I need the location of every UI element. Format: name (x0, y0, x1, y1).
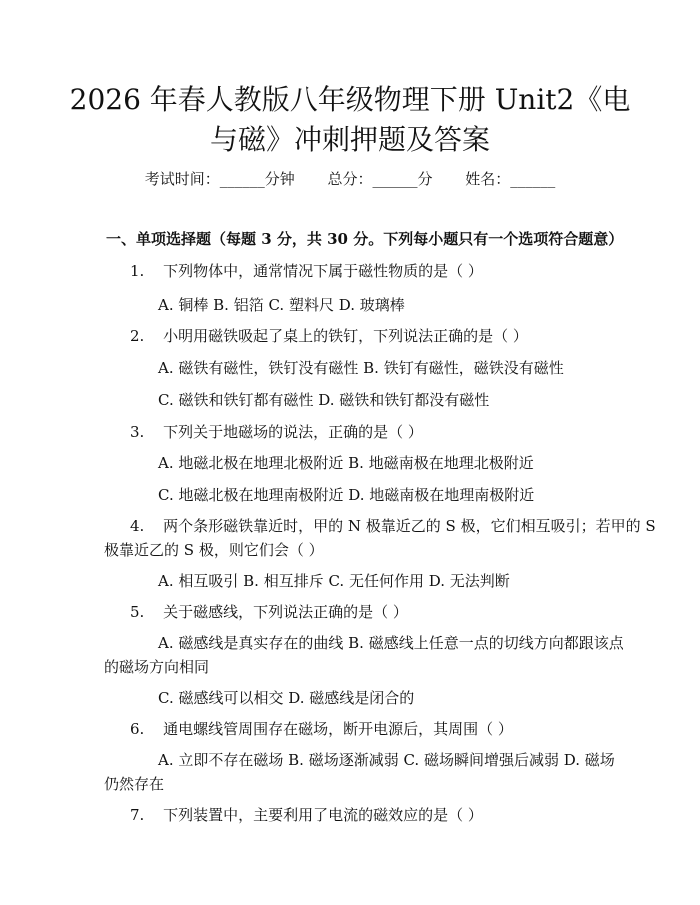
title-line-1: 2026 年春人教版八年级物理下册 Unit2《电 (69, 83, 631, 116)
question-number: 2. (130, 327, 145, 345)
question-stem: 通电螺线管周围存在磁场，断开电源后，其周围（ ） (163, 720, 513, 738)
question-5-options-b: C. 磁感线可以相交 D. 磁感线是闭合的 (158, 689, 415, 707)
question-1-options: A. 铜棒 B. 铝箔 C. 塑料尺 D. 玻璃棒 (158, 296, 405, 314)
question-stem-line-1: 两个条形磁铁靠近时，甲的 N 极靠近乙的 S 极，它们相互吸引；若甲的 S (163, 517, 656, 535)
question-5-options-a-line-2: 的磁场方向相同 (104, 658, 210, 676)
section-heading: 一、单项选择题（每题 3 分，共 30 分。下列每小题只有一个选项符合题意） (106, 230, 624, 248)
question-number: 1. (130, 262, 145, 280)
question-6 (130, 718, 513, 739)
exam-name: 姓名：______ (465, 170, 556, 188)
question-7 (130, 804, 483, 825)
question-stem: 下列装置中，主要利用了电流的磁效应的是（ ） (163, 806, 483, 824)
question-6-options-line-1: A. 立即不存在磁场 B. 磁场逐渐减弱 C. 磁场瞬间增强后减弱 D. 磁场 (158, 751, 615, 769)
question-5-options-a-line-1: A. 磁感线是真实存在的曲线 B. 磁感线上任意一点的切线方向都跟该点 (158, 634, 624, 652)
question-number: 3. (130, 423, 145, 441)
question-5 (130, 601, 408, 622)
document-title (60, 80, 640, 160)
question-1 (130, 260, 483, 281)
question-2-options-b: C. 磁铁和铁钉都有磁性 D. 磁铁和铁钉都没有磁性 (158, 391, 490, 409)
question-3-options-b: C. 地磁北极在地理南极附近 D. 地磁南极在地理南极附近 (158, 486, 535, 504)
question-2-options-a: A. 磁铁有磁性，铁钉没有磁性 B. 铁钉有磁性，磁铁没有磁性 (158, 359, 564, 377)
question-stem: 关于磁感线，下列说法正确的是（ ） (163, 603, 408, 621)
question-number: 4. (130, 517, 145, 535)
question-4-stem-line-2: 极靠近乙的 S 极，则它们会（ ） (104, 541, 324, 559)
question-stem: 小明用磁铁吸起了桌上的铁钉，下列说法正确的是（ ） (163, 327, 528, 345)
question-2 (130, 325, 528, 346)
question-4 (130, 515, 656, 536)
question-number: 7. (130, 806, 145, 824)
exam-score: 总分：______分 (327, 170, 433, 188)
question-number: 6. (130, 720, 145, 738)
question-3-options-a: A. 地磁北极在地理北极附近 B. 地磁南极在地理北极附近 (158, 454, 534, 472)
question-4-options: A. 相互吸引 B. 相互排斥 C. 无任何作用 D. 无法判断 (158, 572, 510, 590)
question-6-options-line-2: 仍然存在 (104, 775, 165, 793)
question-number: 5. (130, 603, 145, 621)
exam-meta (0, 168, 700, 189)
question-3 (130, 421, 423, 442)
title-line-2: 与磁》冲刺押题及答案 (209, 123, 490, 156)
question-stem: 下列关于地磁场的说法，正确的是（ ） (163, 423, 423, 441)
question-stem: 下列物体中，通常情况下属于磁性物质的是（ ） (163, 262, 483, 280)
exam-time: 考试时间：______分钟 (144, 170, 295, 188)
